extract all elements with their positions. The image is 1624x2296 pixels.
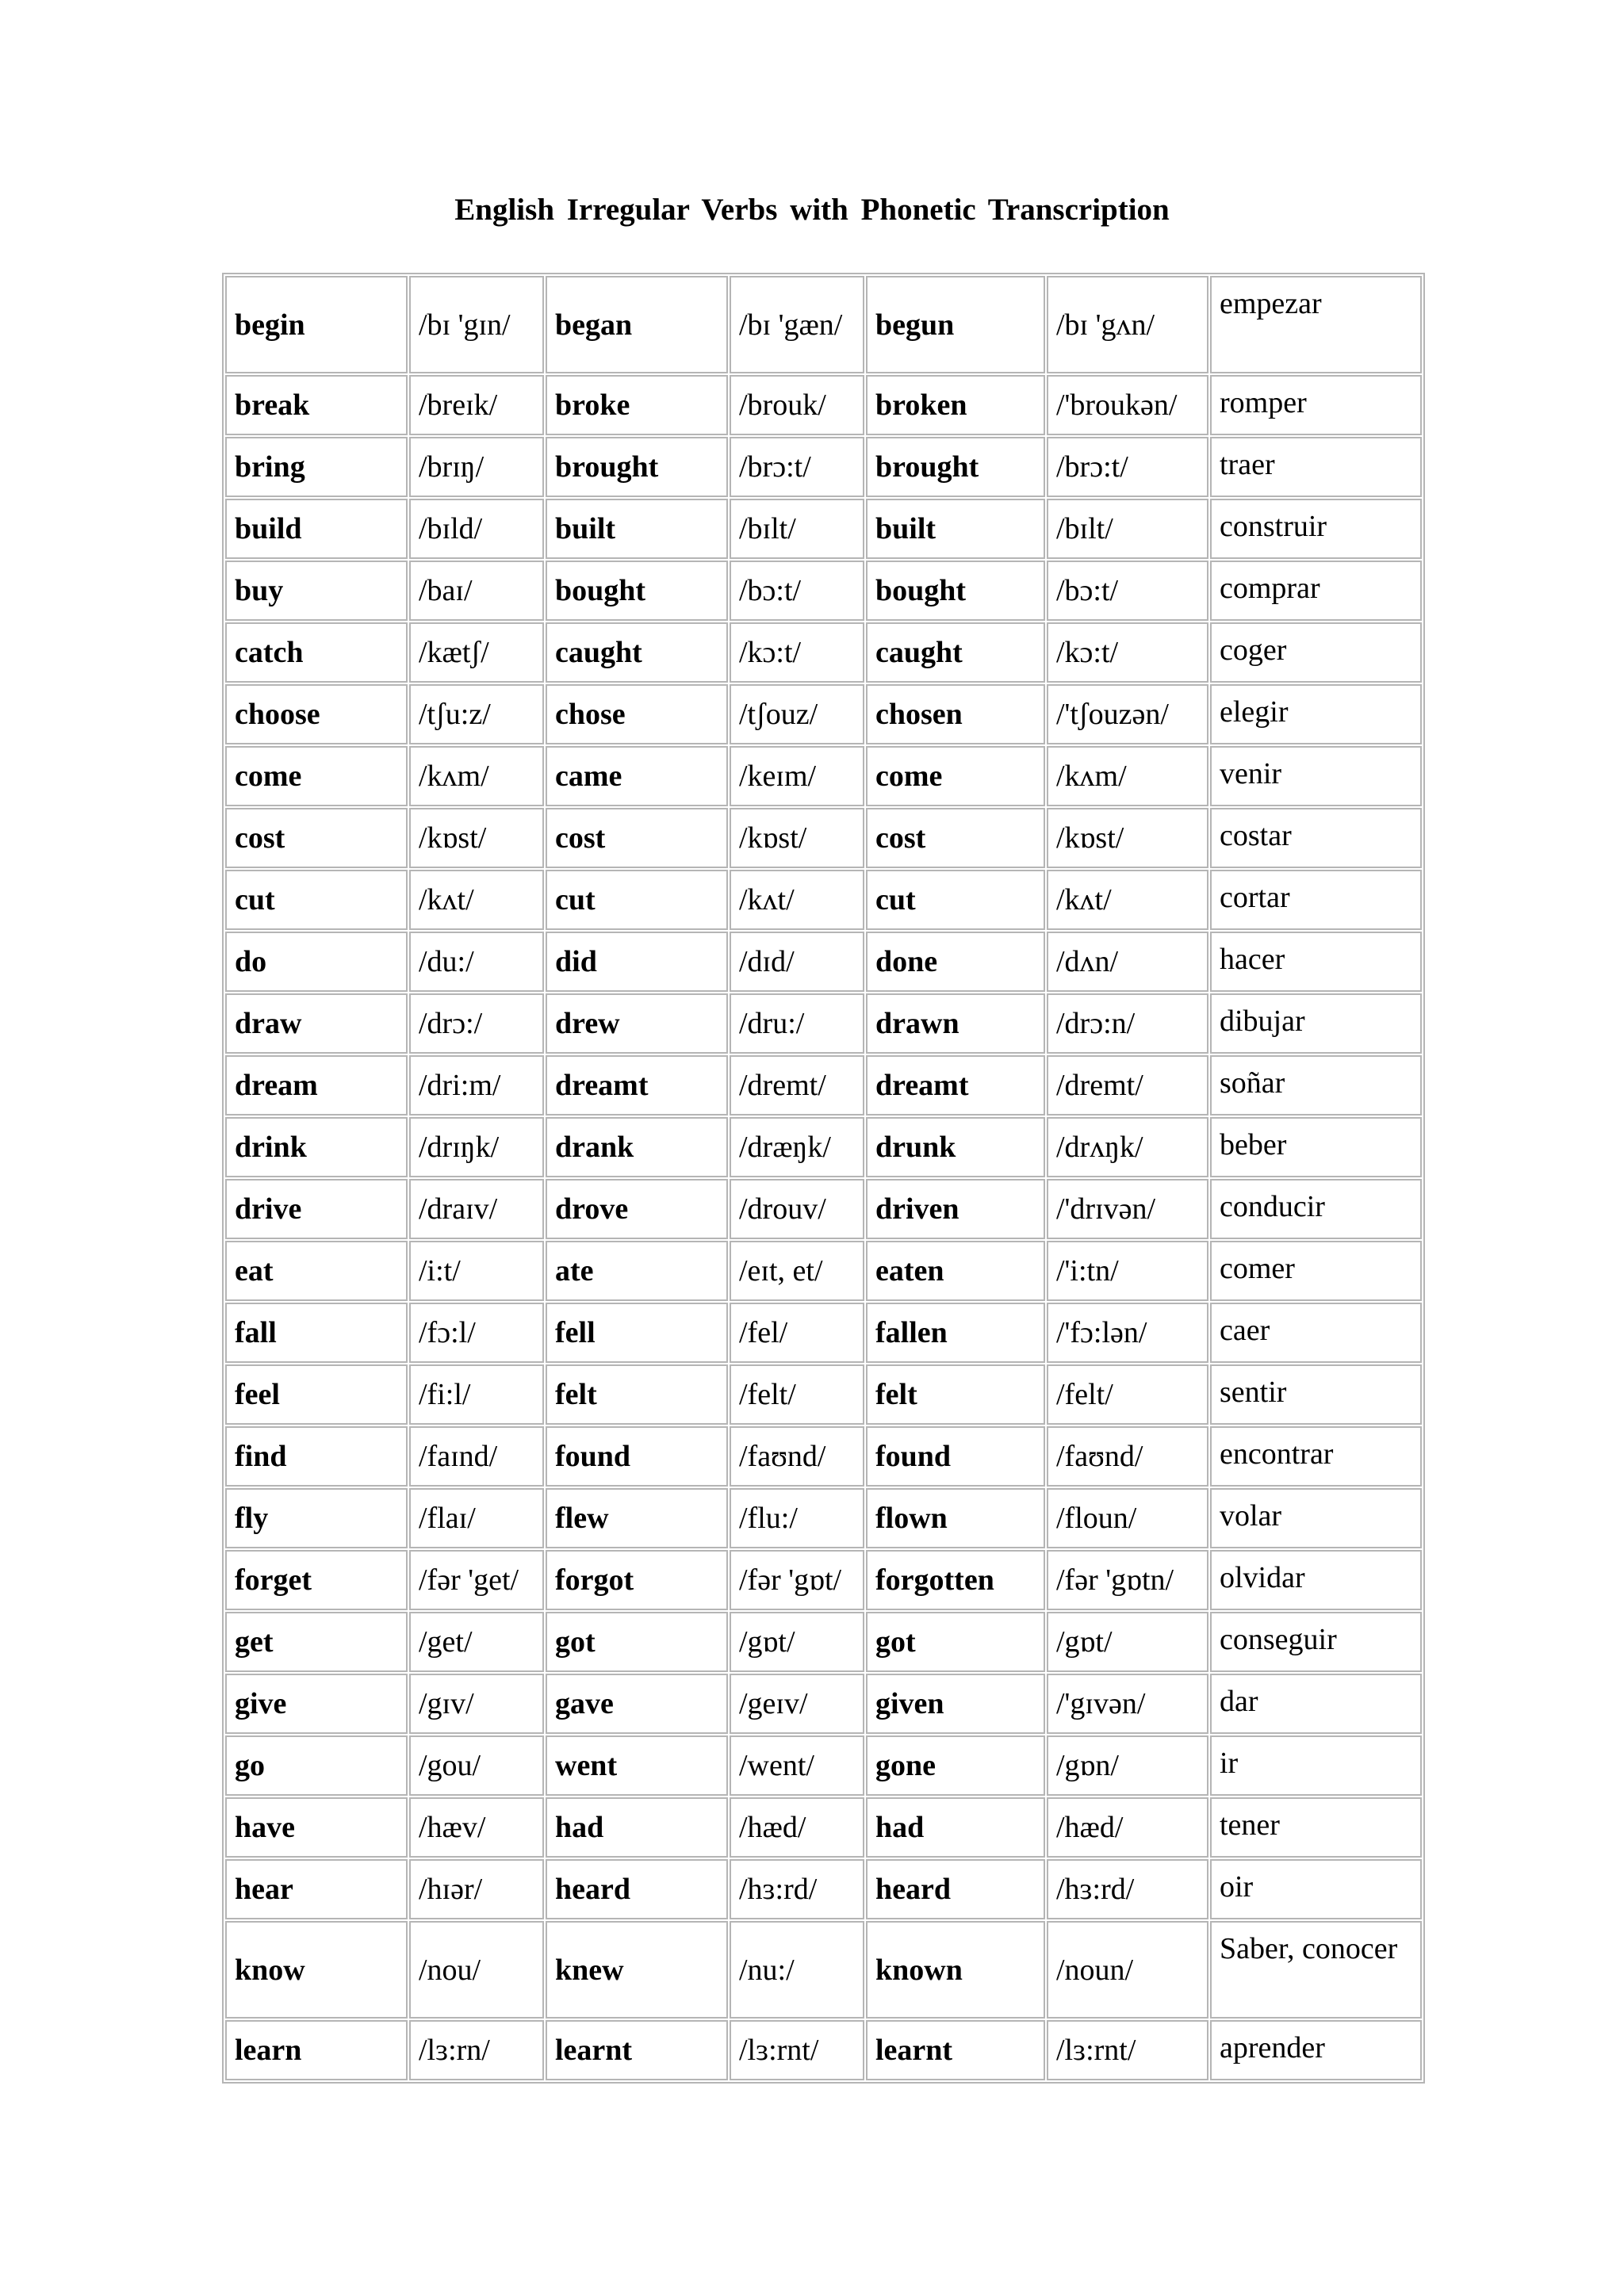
past-participle-phonetic-cell: /noun/ xyxy=(1047,1921,1208,2019)
past-simple-cell: fell xyxy=(546,1303,728,1363)
past-simple-cell: chose xyxy=(546,684,728,744)
past-participle-cell: bought xyxy=(866,561,1045,621)
infinitive-cell: do xyxy=(225,932,408,992)
past-participle-phonetic-cell: /kʌm/ xyxy=(1047,746,1208,806)
infinitive-phonetic-cell: /fi:l/ xyxy=(409,1364,544,1425)
infinitive-cell: eat xyxy=(225,1241,408,1301)
spanish-translation-cell: volar xyxy=(1210,1488,1422,1548)
past-simple-cell: heard xyxy=(546,1859,728,1919)
infinitive-cell: come xyxy=(225,746,408,806)
past-simple-cell: drove xyxy=(546,1179,728,1239)
past-simple-cell: found xyxy=(546,1426,728,1487)
past-simple-phonetic-cell: /eɪt, et/ xyxy=(730,1241,864,1301)
table-row xyxy=(225,437,1422,497)
infinitive-phonetic-cell: /kʌm/ xyxy=(409,746,544,806)
table-row xyxy=(225,746,1422,806)
past-simple-phonetic-cell: /kɒst/ xyxy=(730,808,864,868)
past-simple-phonetic-cell: /lɜ:rnt/ xyxy=(730,2020,864,2080)
table-row xyxy=(225,1241,1422,1301)
past-participle-phonetic-cell: /brɔ:t/ xyxy=(1047,437,1208,497)
past-participle-phonetic-cell: /hæd/ xyxy=(1047,1797,1208,1858)
past-participle-cell: got xyxy=(866,1612,1045,1672)
past-simple-cell: ate xyxy=(546,1241,728,1301)
past-simple-phonetic-cell: /kʌt/ xyxy=(730,870,864,930)
past-simple-cell: came xyxy=(546,746,728,806)
infinitive-cell: cut xyxy=(225,870,408,930)
past-participle-cell: driven xyxy=(866,1179,1045,1239)
past-simple-phonetic-cell: /went/ xyxy=(730,1735,864,1796)
spanish-translation-cell: costar xyxy=(1210,808,1422,868)
past-participle-phonetic-cell: /'gɪvən/ xyxy=(1047,1674,1208,1734)
infinitive-cell: buy xyxy=(225,561,408,621)
past-simple-cell: learnt xyxy=(546,2020,728,2080)
past-simple-phonetic-cell: /dɪd/ xyxy=(730,932,864,992)
table-row xyxy=(225,622,1422,683)
infinitive-phonetic-cell: /breɪk/ xyxy=(409,375,544,435)
past-simple-phonetic-cell: /dræŋk/ xyxy=(730,1117,864,1177)
table-row xyxy=(225,561,1422,621)
infinitive-phonetic-cell: /bɪ 'gɪn/ xyxy=(409,276,544,373)
infinitive-cell: dream xyxy=(225,1055,408,1115)
past-participle-cell: cut xyxy=(866,870,1045,930)
infinitive-cell: fall xyxy=(225,1303,408,1363)
spanish-translation-cell: tener xyxy=(1210,1797,1422,1858)
spanish-translation-cell: beber xyxy=(1210,1117,1422,1177)
infinitive-cell: choose xyxy=(225,684,408,744)
past-simple-phonetic-cell: /felt/ xyxy=(730,1364,864,1425)
infinitive-phonetic-cell: /hɪər/ xyxy=(409,1859,544,1919)
past-simple-phonetic-cell: /nu:/ xyxy=(730,1921,864,2019)
infinitive-phonetic-cell: /brɪŋ/ xyxy=(409,437,544,497)
past-simple-cell: broke xyxy=(546,375,728,435)
spanish-translation-cell: comprar xyxy=(1210,561,1422,621)
spanish-translation-cell: elegir xyxy=(1210,684,1422,744)
past-simple-cell: dreamt xyxy=(546,1055,728,1115)
past-participle-phonetic-cell: /'fɔ:lən/ xyxy=(1047,1303,1208,1363)
infinitive-phonetic-cell: /kɒst/ xyxy=(409,808,544,868)
past-participle-cell: dreamt xyxy=(866,1055,1045,1115)
table-row xyxy=(225,499,1422,559)
infinitive-cell: go xyxy=(225,1735,408,1796)
past-participle-cell: drawn xyxy=(866,993,1045,1054)
past-simple-cell: did xyxy=(546,932,728,992)
spanish-translation-cell: caer xyxy=(1210,1303,1422,1363)
past-participle-phonetic-cell: /lɜ:rnt/ xyxy=(1047,2020,1208,2080)
infinitive-phonetic-cell: /fɔ:l/ xyxy=(409,1303,544,1363)
table-row xyxy=(225,1550,1422,1610)
past-simple-cell: forgot xyxy=(546,1550,728,1610)
past-participle-cell: heard xyxy=(866,1859,1045,1919)
spanish-translation-cell: cortar xyxy=(1210,870,1422,930)
table-row xyxy=(225,1364,1422,1425)
past-participle-cell: broken xyxy=(866,375,1045,435)
past-participle-cell: eaten xyxy=(866,1241,1045,1301)
spanish-translation-cell: coger xyxy=(1210,622,1422,683)
past-participle-cell: built xyxy=(866,499,1045,559)
infinitive-cell: catch xyxy=(225,622,408,683)
past-simple-cell: drew xyxy=(546,993,728,1054)
infinitive-phonetic-cell: /kætʃ/ xyxy=(409,622,544,683)
past-simple-cell: knew xyxy=(546,1921,728,2019)
table-row xyxy=(225,932,1422,992)
infinitive-cell: bring xyxy=(225,437,408,497)
past-simple-cell: got xyxy=(546,1612,728,1672)
table-row xyxy=(225,1426,1422,1487)
infinitive-phonetic-cell: /flaɪ/ xyxy=(409,1488,544,1548)
past-simple-phonetic-cell: /gɒt/ xyxy=(730,1612,864,1672)
table-row xyxy=(225,375,1422,435)
table-row xyxy=(225,1612,1422,1672)
infinitive-phonetic-cell: /lɜ:rn/ xyxy=(409,2020,544,2080)
past-participle-cell: learnt xyxy=(866,2020,1045,2080)
infinitive-phonetic-cell: /fər 'get/ xyxy=(409,1550,544,1610)
past-participle-cell: flown xyxy=(866,1488,1045,1548)
past-participle-phonetic-cell: /'broukən/ xyxy=(1047,375,1208,435)
past-participle-cell: had xyxy=(866,1797,1045,1858)
past-participle-cell: cost xyxy=(866,808,1045,868)
past-simple-cell: had xyxy=(546,1797,728,1858)
infinitive-phonetic-cell: /drɔ:/ xyxy=(409,993,544,1054)
spanish-translation-cell: hacer xyxy=(1210,932,1422,992)
spanish-translation-cell: soñar xyxy=(1210,1055,1422,1115)
spanish-translation-cell: traer xyxy=(1210,437,1422,497)
table-row xyxy=(225,684,1422,744)
past-simple-phonetic-cell: /fər 'gɒt/ xyxy=(730,1550,864,1610)
past-participle-phonetic-cell: /hɜ:rd/ xyxy=(1047,1859,1208,1919)
infinitive-phonetic-cell: /baɪ/ xyxy=(409,561,544,621)
past-participle-cell: drunk xyxy=(866,1117,1045,1177)
past-participle-cell: fallen xyxy=(866,1303,1045,1363)
infinitive-cell: hear xyxy=(225,1859,408,1919)
infinitive-cell: drink xyxy=(225,1117,408,1177)
past-simple-phonetic-cell: /dremt/ xyxy=(730,1055,864,1115)
past-participle-phonetic-cell: /gɒn/ xyxy=(1047,1735,1208,1796)
past-participle-cell: done xyxy=(866,932,1045,992)
infinitive-cell: build xyxy=(225,499,408,559)
table-body xyxy=(225,276,1422,2080)
past-participle-phonetic-cell: /'i:tn/ xyxy=(1047,1241,1208,1301)
past-participle-cell: found xyxy=(866,1426,1045,1487)
spanish-translation-cell: construir xyxy=(1210,499,1422,559)
spanish-translation-cell: encontrar xyxy=(1210,1426,1422,1487)
table-row xyxy=(225,808,1422,868)
table-row xyxy=(225,1797,1422,1858)
past-simple-cell: brought xyxy=(546,437,728,497)
past-simple-phonetic-cell: /hæd/ xyxy=(730,1797,864,1858)
page-title: English Irregular Verbs with Phonetic Transcription xyxy=(454,193,1170,227)
table-row xyxy=(225,1735,1422,1796)
past-participle-phonetic-cell: /drʌŋk/ xyxy=(1047,1117,1208,1177)
infinitive-phonetic-cell: /bɪld/ xyxy=(409,499,544,559)
past-simple-phonetic-cell: /fel/ xyxy=(730,1303,864,1363)
spanish-translation-cell: oir xyxy=(1210,1859,1422,1919)
past-participle-cell: chosen xyxy=(866,684,1045,744)
infinitive-cell: drive xyxy=(225,1179,408,1239)
past-participle-cell: gone xyxy=(866,1735,1045,1796)
past-simple-phonetic-cell: /faʊnd/ xyxy=(730,1426,864,1487)
past-simple-cell: felt xyxy=(546,1364,728,1425)
past-participle-phonetic-cell: /felt/ xyxy=(1047,1364,1208,1425)
past-participle-cell: felt xyxy=(866,1364,1045,1425)
infinitive-phonetic-cell: /tʃu:z/ xyxy=(409,684,544,744)
spanish-translation-cell: conducir xyxy=(1210,1179,1422,1239)
past-participle-phonetic-cell: /dremt/ xyxy=(1047,1055,1208,1115)
past-participle-cell: known xyxy=(866,1921,1045,2019)
past-simple-phonetic-cell: /bɪ 'gæn/ xyxy=(730,276,864,373)
past-participle-cell: caught xyxy=(866,622,1045,683)
infinitive-phonetic-cell: /faɪnd/ xyxy=(409,1426,544,1487)
past-simple-cell: went xyxy=(546,1735,728,1796)
table-row xyxy=(225,1921,1422,2019)
table-row xyxy=(225,276,1422,373)
table-row xyxy=(225,1674,1422,1734)
infinitive-cell: begin xyxy=(225,276,408,373)
infinitive-phonetic-cell: /i:t/ xyxy=(409,1241,544,1301)
past-participle-phonetic-cell: /faʊnd/ xyxy=(1047,1426,1208,1487)
past-simple-cell: cost xyxy=(546,808,728,868)
table-row xyxy=(225,1055,1422,1115)
past-participle-phonetic-cell: /gɒt/ xyxy=(1047,1612,1208,1672)
infinitive-phonetic-cell: /dri:m/ xyxy=(409,1055,544,1115)
infinitive-cell: give xyxy=(225,1674,408,1734)
past-participle-phonetic-cell: /kɔ:t/ xyxy=(1047,622,1208,683)
spanish-translation-cell: ir xyxy=(1210,1735,1422,1796)
table-row xyxy=(225,1117,1422,1177)
spanish-translation-cell: conseguir xyxy=(1210,1612,1422,1672)
spanish-translation-cell: dibujar xyxy=(1210,993,1422,1054)
past-simple-cell: gave xyxy=(546,1674,728,1734)
past-participle-phonetic-cell: /kɒst/ xyxy=(1047,808,1208,868)
table-row xyxy=(225,1488,1422,1548)
table-row xyxy=(225,1303,1422,1363)
spanish-translation-cell: romper xyxy=(1210,375,1422,435)
infinitive-cell: have xyxy=(225,1797,408,1858)
past-simple-cell: caught xyxy=(546,622,728,683)
past-simple-phonetic-cell: /brɔ:t/ xyxy=(730,437,864,497)
past-participle-cell: brought xyxy=(866,437,1045,497)
infinitive-cell: fly xyxy=(225,1488,408,1548)
infinitive-cell: draw xyxy=(225,993,408,1054)
past-participle-cell: begun xyxy=(866,276,1045,373)
past-participle-cell: given xyxy=(866,1674,1045,1734)
table-row xyxy=(225,993,1422,1054)
infinitive-phonetic-cell: /drɪŋk/ xyxy=(409,1117,544,1177)
infinitive-cell: cost xyxy=(225,808,408,868)
past-simple-phonetic-cell: /hɜ:rd/ xyxy=(730,1859,864,1919)
infinitive-cell: get xyxy=(225,1612,408,1672)
spanish-translation-cell: venir xyxy=(1210,746,1422,806)
infinitive-phonetic-cell: /nou/ xyxy=(409,1921,544,2019)
past-simple-cell: built xyxy=(546,499,728,559)
past-simple-phonetic-cell: /kɔ:t/ xyxy=(730,622,864,683)
infinitive-phonetic-cell: /kʌt/ xyxy=(409,870,544,930)
spanish-translation-cell: sentir xyxy=(1210,1364,1422,1425)
table-row xyxy=(225,2020,1422,2080)
infinitive-phonetic-cell: /draɪv/ xyxy=(409,1179,544,1239)
past-simple-cell: drank xyxy=(546,1117,728,1177)
past-simple-phonetic-cell: /brouk/ xyxy=(730,375,864,435)
past-simple-cell: flew xyxy=(546,1488,728,1548)
past-participle-phonetic-cell: /dʌn/ xyxy=(1047,932,1208,992)
past-participle-phonetic-cell: /drɔ:n/ xyxy=(1047,993,1208,1054)
spanish-translation-cell: empezar xyxy=(1210,276,1422,373)
infinitive-phonetic-cell: /hæv/ xyxy=(409,1797,544,1858)
spanish-translation-cell: comer xyxy=(1210,1241,1422,1301)
past-participle-phonetic-cell: /'tʃouzən/ xyxy=(1047,684,1208,744)
spanish-translation-cell: dar xyxy=(1210,1674,1422,1734)
past-simple-phonetic-cell: /keɪm/ xyxy=(730,746,864,806)
infinitive-cell: find xyxy=(225,1426,408,1487)
infinitive-phonetic-cell: /gou/ xyxy=(409,1735,544,1796)
past-participle-phonetic-cell: /floun/ xyxy=(1047,1488,1208,1548)
spanish-translation-cell: aprender xyxy=(1210,2020,1422,2080)
infinitive-cell: feel xyxy=(225,1364,408,1425)
infinitive-phonetic-cell: /du:/ xyxy=(409,932,544,992)
table-row xyxy=(225,1179,1422,1239)
past-simple-phonetic-cell: /drouv/ xyxy=(730,1179,864,1239)
past-simple-phonetic-cell: /geɪv/ xyxy=(730,1674,864,1734)
past-simple-cell: bought xyxy=(546,561,728,621)
spanish-translation-cell: olvidar xyxy=(1210,1550,1422,1610)
past-participle-phonetic-cell: /kʌt/ xyxy=(1047,870,1208,930)
past-participle-phonetic-cell: /bɪlt/ xyxy=(1047,499,1208,559)
past-simple-phonetic-cell: /tʃouz/ xyxy=(730,684,864,744)
infinitive-phonetic-cell: /gɪv/ xyxy=(409,1674,544,1734)
infinitive-cell: break xyxy=(225,375,408,435)
table-row xyxy=(225,870,1422,930)
table-row xyxy=(225,1859,1422,1919)
past-simple-cell: began xyxy=(546,276,728,373)
past-simple-phonetic-cell: /flu:/ xyxy=(730,1488,864,1548)
past-simple-phonetic-cell: /dru:/ xyxy=(730,993,864,1054)
infinitive-cell: know xyxy=(225,1921,408,2019)
past-participle-cell: forgotten xyxy=(866,1550,1045,1610)
past-participle-phonetic-cell: /bɔ:t/ xyxy=(1047,561,1208,621)
spanish-translation-cell: Saber, conocer xyxy=(1210,1921,1422,2019)
past-participle-phonetic-cell: /fər 'gɒtn/ xyxy=(1047,1550,1208,1610)
irregular-verbs-table xyxy=(222,273,1425,2084)
infinitive-phonetic-cell: /get/ xyxy=(409,1612,544,1672)
past-participle-cell: come xyxy=(866,746,1045,806)
past-participle-phonetic-cell: /'drɪvən/ xyxy=(1047,1179,1208,1239)
past-simple-phonetic-cell: /bɪlt/ xyxy=(730,499,864,559)
infinitive-cell: learn xyxy=(225,2020,408,2080)
past-participle-phonetic-cell: /bɪ 'gʌn/ xyxy=(1047,276,1208,373)
past-simple-cell: cut xyxy=(546,870,728,930)
infinitive-cell: forget xyxy=(225,1550,408,1610)
past-simple-phonetic-cell: /bɔ:t/ xyxy=(730,561,864,621)
